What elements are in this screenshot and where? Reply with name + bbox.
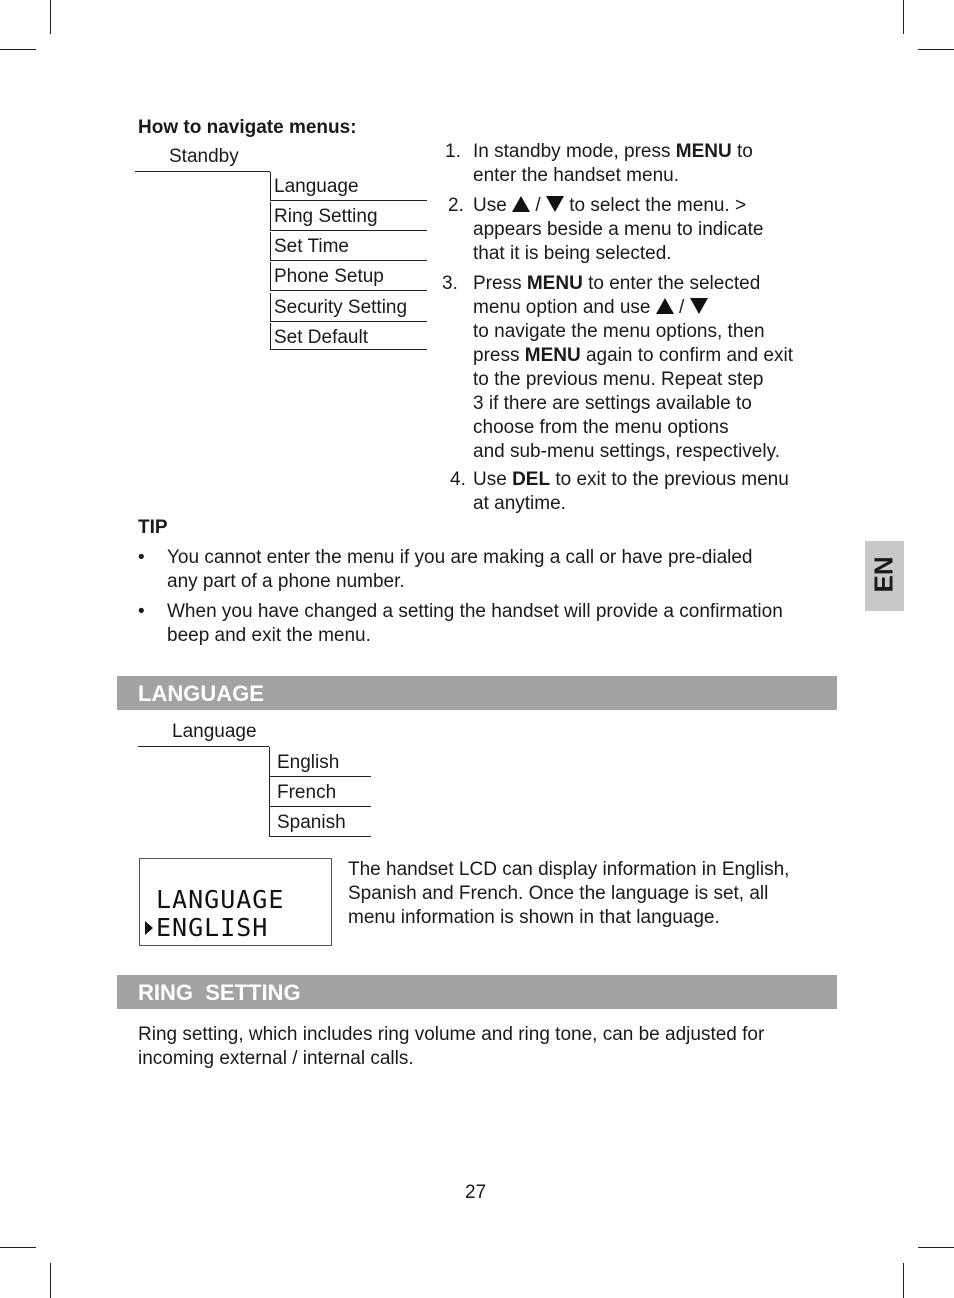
language-item-spanish: Spanish [269,807,371,837]
lcd-display [139,858,332,946]
menu-item-set-default: Set Default [270,323,427,350]
down-arrow-icon [690,298,708,314]
down-arrow-icon [546,196,564,212]
bullet-icon: • [138,601,145,622]
tip-bullet-1: You cannot enter the menu if you are making a call or have pre-dialed any part of a phone number. [167,547,753,592]
crop-mark [918,49,954,50]
up-arrow-icon [656,298,674,314]
lcd-line-1: LANGUAGE [156,885,285,914]
lcd-selector-icon [145,921,153,935]
language-menu-root: Language [172,721,257,742]
menu-item-ring-setting: Ring Setting [270,202,427,231]
tip-bullet-2: When you have changed a setting the handset will provide a confirmation beep and exit the menu. [167,601,783,646]
lcd-line-2: ENGLISH [156,913,269,942]
language-section-header [117,676,837,710]
crop-mark [903,1263,904,1298]
menu-item-set-time: Set Time [270,232,427,261]
language-side-tab [865,541,904,611]
crop-mark [0,1247,36,1248]
language-description: The handset LCD can display information in English, Spanish and French. Once the language is set, all menu information is shown in that language. [348,859,790,928]
nav-heading: How to navigate menus: [138,117,357,138]
page-number: 27 [465,1182,487,1203]
crop-mark [50,0,51,34]
step-3-text: Press MENU to enter the selected menu option and use / to navigate the menu options, then press MENU again to confirm and exit to the previous menu. Repeat step 3 if there are settings available to choose from the menu options and sub-menu settings, respectively. [473,273,793,462]
ring-section-header [117,975,837,1009]
crop-mark [0,49,36,50]
bullet-icon: • [138,547,145,568]
language-root-underline [138,746,269,747]
up-arrow-icon [512,196,530,212]
step-1-text: In standby mode, press MENU to enter the handset menu. [473,141,753,186]
step-2-number: 2. [448,195,464,216]
menu-item-security-setting: Security Setting [270,293,427,322]
side-tab-label: EN [868,556,899,593]
step-4-number: 4. [450,469,466,490]
menu-item-language: Language [270,172,427,201]
crop-mark [50,1263,51,1298]
language-item-french: French [269,777,371,807]
tip-label: TIP [138,517,168,538]
step-2-text: Use / to select the menu. > appears beside a menu to indicate that it is being selected. [473,195,764,264]
menu-item-phone-setup: Phone Setup [270,262,427,291]
language-section-title: LANGUAGE [138,681,264,706]
ring-section-title: RING SETTING [138,980,301,1005]
step-4-text: Use DEL to exit to the previous menu at anytime. [473,469,789,514]
step-3-number: 3. [442,273,458,294]
crop-mark [918,1247,954,1248]
menu-root-standby: Standby [169,146,239,167]
crop-mark [903,0,904,34]
language-item-english: English [269,747,371,777]
ring-description: Ring setting, which includes ring volume and ring tone, can be adjusted for incoming external / internal calls. [138,1024,765,1069]
menu-root-underline [135,171,270,172]
step-1-number: 1. [445,141,461,162]
